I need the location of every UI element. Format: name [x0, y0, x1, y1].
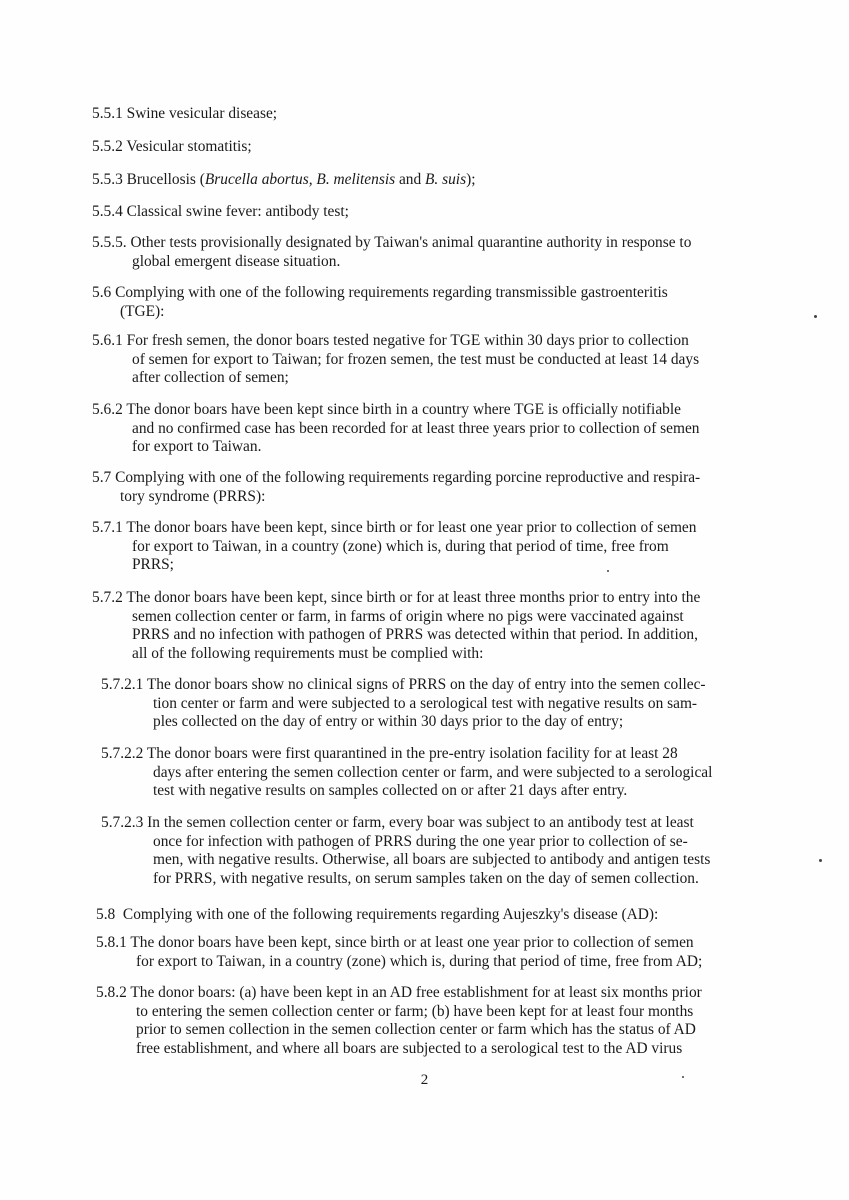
species-name-italic: B. suis	[425, 171, 467, 188]
line: 5.7.2.2 The donor boars were first quarantined in the pre-entry isolation facility for at least 28	[101, 745, 678, 762]
line: global emergent disease situation.	[132, 252, 341, 270]
item-5-6	[92, 284, 668, 321]
line: (TGE):	[120, 302, 165, 320]
line: for export to Taiwan.	[132, 438, 262, 456]
line: prior to semen collection in the semen collection center or farm which has the status of AD	[136, 1021, 696, 1039]
line: for export to Taiwan, in a country (zone) which is, during that period of time, free from AD;	[136, 952, 703, 970]
line: tion center or farm and were subjected to a serological test with negative results on sam-	[153, 694, 698, 712]
item-text-prefix: 5.5.3 Brucellosis (	[92, 171, 205, 188]
line: semen collection center or farm, in farms of origin where no pigs were vaccinated against	[132, 607, 684, 625]
item-text-suffix: );	[466, 171, 476, 188]
item-5-7-1	[92, 519, 696, 575]
line: 5.7.1 The donor boars have been kept, since birth or for least one year prior to collection of semen	[92, 519, 697, 536]
line: for PRRS, with negative results, on serum samples taken on the day of semen collection.	[153, 869, 699, 887]
scan-speck	[814, 315, 817, 318]
line: test with negative results on samples collected on or after 21 days after entry.	[153, 782, 628, 800]
line: 5.7 Complying with one of the following requirements regarding porcine reproductive and respira-	[92, 469, 701, 486]
item-5-5-2	[92, 138, 252, 157]
line: 5.6.1 For fresh semen, the donor boars tested negative for TGE within 30 days prior to collection	[92, 332, 689, 349]
item-5-6-2	[92, 401, 700, 457]
line: 5.8.1 The donor boars have been kept, since birth or at least one year prior to collection of semen	[96, 934, 694, 951]
line: ples collected on the day of entry or within 30 days prior to the day of entry;	[153, 713, 624, 731]
item-5-7	[92, 469, 700, 506]
line: after collection of semen;	[132, 369, 289, 387]
line: 5.6 Complying with one of the following requirements regarding transmissible gastroenteritis	[92, 284, 668, 301]
line: men, with negative results. Otherwise, all boars are subjected to antibody and antigen tests	[153, 851, 711, 869]
line: 5.8.2 The donor boars: (a) have been kept in an AD free establishment for at least six months prior	[96, 984, 702, 1001]
line: to entering the semen collection center or farm; (b) have been kept for at least four months	[136, 1002, 694, 1020]
item-5-7-2-3	[101, 814, 710, 888]
item-text: 5.5.4 Classical swine fever: antibody test;	[92, 203, 349, 220]
item-text: 5.5.1 Swine vesicular disease;	[92, 105, 278, 122]
item-5-8-1	[96, 934, 702, 971]
item-text: 5.5.2 Vesicular stomatitis;	[92, 138, 252, 155]
line: tory syndrome (PRRS):	[120, 487, 266, 505]
line: PRRS;	[132, 556, 174, 574]
line: 5.7.2 The donor boars have been kept, since birth or for at least three months prior to entry into the	[92, 589, 701, 606]
line: 5.5.5. Other tests provisionally designated by Taiwan's animal quarantine authority in response to	[92, 234, 692, 251]
item-5-7-2-1	[101, 676, 706, 732]
line: 5.7.2.1 The donor boars show no clinical signs of PRRS on the day of entry into the semen collec-	[101, 676, 706, 693]
line: for export to Taiwan, in a country (zone) which is, during that period of time, free from	[132, 537, 669, 555]
item-5-8	[96, 906, 658, 925]
line: PRRS and no infection with pathogen of PRRS was detected within that period. In addition,	[132, 626, 698, 644]
line: of semen for export to Taiwan; for frozen semen, the test must be conducted at least 14 days	[132, 350, 700, 368]
species-name-italic: Brucella abortus, B. melitensis	[204, 171, 396, 188]
scan-speck	[682, 1076, 684, 1078]
scan-speck	[819, 859, 822, 862]
item-5-6-1	[92, 332, 699, 388]
item-5-7-2	[92, 589, 700, 663]
line: all of the following requirements must be complied with:	[132, 644, 484, 662]
line: 5.8 Complying with one of the following requirements regarding Aujeszky's disease (AD):	[96, 906, 659, 923]
item-5-5-5	[92, 234, 691, 271]
item-text-mid: and	[395, 171, 426, 188]
line: and no confirmed case has been recorded for at least three years prior to collection of semen	[132, 419, 700, 437]
line: free establishment, and where all boars are subjected to a serological test to the AD virus	[136, 1039, 683, 1057]
item-5-5-3	[92, 171, 475, 190]
line: days after entering the semen collection center or farm, and were subjected to a serological	[153, 763, 713, 781]
scan-speck	[607, 570, 609, 572]
line: 5.7.2.3 In the semen collection center or farm, every boar was subject to an antibody test at least	[101, 814, 694, 831]
page-number: 2	[420, 1072, 429, 1088]
item-5-5-4	[92, 203, 349, 222]
line: once for infection with pathogen of PRRS during the one year prior to collection of se-	[153, 832, 688, 850]
line: 5.6.2 The donor boars have been kept since birth in a country where TGE is officially notifiable	[92, 401, 681, 418]
item-5-5-1	[92, 105, 277, 124]
item-5-8-2	[96, 984, 702, 1058]
item-5-7-2-2	[101, 745, 712, 801]
